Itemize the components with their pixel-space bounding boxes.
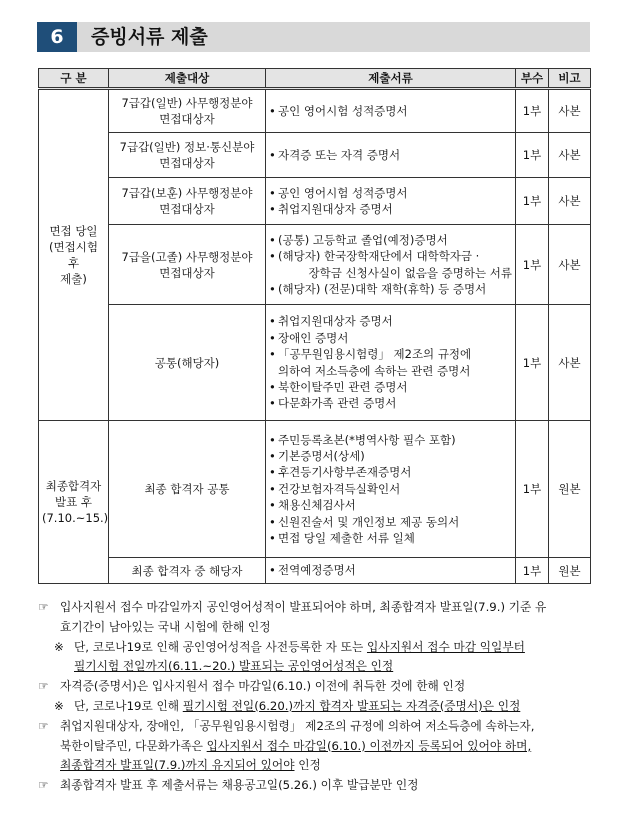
note-text-continued: 효기간이 남아있는 국내 시험에 한해 인정 xyxy=(60,619,271,634)
target-line: 최종 합격자 공통 xyxy=(144,482,230,496)
note-cell: 사본 xyxy=(549,89,591,133)
copies-cell: 1부 xyxy=(516,421,549,558)
target-line: 면접대상자 xyxy=(159,112,215,126)
hand-pointer-icon: ☞ xyxy=(38,600,49,614)
header-target: 제출대상 xyxy=(109,69,266,89)
note-certificate xyxy=(38,677,598,697)
header-copies: 부수 xyxy=(516,69,549,89)
table-row xyxy=(39,558,591,584)
target-line: 7급갑(일반) 정보·통신분야 xyxy=(119,140,255,154)
document-item-continued: 의하여 저소득층에 속하는 관련 증명서 xyxy=(278,363,471,378)
note-text: 자격증(증명서)은 입사지원서 접수 마감일(6.10.) 이전에 취득한 것에 한해 인정 xyxy=(60,679,466,694)
table-row xyxy=(39,225,591,305)
section-title: 증빙서류 제출 xyxy=(91,26,208,48)
hand-pointer-icon: ☞ xyxy=(38,679,49,694)
note-text: 단, 코로나19로 인해 공인영어성적을 사전등록한 자 또는 xyxy=(74,639,367,654)
document-item: • 전역예정증명서 xyxy=(269,562,512,578)
document-item: • 면접 당일 제출한 서류 일체 xyxy=(269,530,512,546)
note-cell: 사본 xyxy=(549,225,591,305)
division-line: (7.10.~15.) xyxy=(42,511,109,525)
division-final xyxy=(39,421,109,584)
note-cell: 원본 xyxy=(549,558,591,584)
table-row xyxy=(39,133,591,178)
note-cell: 사본 xyxy=(549,305,591,421)
header-note: 비고 xyxy=(549,69,591,89)
target-line: 공통(해당자) xyxy=(154,355,220,370)
target-cell xyxy=(109,558,266,584)
document-item: • 취업지원대상자 증명서 xyxy=(269,313,512,329)
target-line: 7급갑(일반) 사무행정분야 xyxy=(121,96,253,110)
note-text-underlined: 최종합격자 발표일(7.9.)까지 유지되어 있어야 xyxy=(60,758,295,773)
hand-pointer-icon: ☞ xyxy=(38,718,49,733)
division-line: (면접시험 후 xyxy=(49,240,98,270)
subnote-english-score xyxy=(38,638,598,658)
table-row xyxy=(39,89,591,133)
division-line: 면접 당일 xyxy=(49,224,98,238)
note-cell: 원본 xyxy=(549,421,591,558)
target-cell xyxy=(109,133,266,178)
document-item: • 신원진술서 및 개인정보 제공 동의서 xyxy=(269,514,512,530)
document-item: • 기본증명서(상세) xyxy=(269,448,512,464)
note-text: 인정 xyxy=(294,758,321,773)
copies-cell: 1부 xyxy=(516,178,549,225)
table-header-row xyxy=(39,69,591,89)
note-issue-date xyxy=(38,776,598,796)
target-line: 면접대상자 xyxy=(159,156,215,170)
document-item: • 다문화가족 관련 증명서 xyxy=(269,395,512,411)
documents-cell xyxy=(266,225,516,305)
note-cell: 사본 xyxy=(549,133,591,178)
note-text-underlined: 입사지원서 접수 마감 익일부터 xyxy=(366,639,525,654)
division-line: 최종합격자 xyxy=(45,479,102,493)
documents-cell xyxy=(266,421,516,558)
notes-section xyxy=(38,598,598,796)
note-text: 단, 코로나19로 인해 xyxy=(74,698,183,713)
table-row xyxy=(39,305,591,421)
document-item: • 장애인 증명서 xyxy=(269,330,512,346)
target-line: 7급을(고졸) 사무행정분야 xyxy=(121,249,253,264)
target-cell xyxy=(109,225,266,305)
copies-cell: 1부 xyxy=(516,225,549,305)
reference-mark-icon: ※ xyxy=(54,698,64,713)
note-english-score xyxy=(38,598,598,618)
note-text: 입사지원서 접수 마감일까지 공인영어성적이 발표되어야 하며, 최종합격자 발표일(7.9.) 기준 유 xyxy=(60,600,547,614)
note-text: 최종합격자 발표 후 제출서류는 채용공고일(5.26.) 이후 발급분만 인정 xyxy=(60,778,419,793)
header-division: 구 분 xyxy=(39,69,109,89)
document-item: • 북한이탈주민 관련 증명서 xyxy=(269,379,512,395)
note-eligibility xyxy=(38,717,598,737)
reference-mark-icon: ※ xyxy=(54,639,64,654)
documents-cell xyxy=(266,133,516,178)
header-documents: 제출서류 xyxy=(266,69,516,89)
section-header xyxy=(37,22,590,52)
division-line: 발표 후 xyxy=(55,495,92,509)
documents-table xyxy=(38,68,591,584)
target-line: 최종 합격자 중 해당자 xyxy=(131,563,243,578)
note-text-underlined: 필기시험 전일(6.20.)까지 합격자 발표되는 자격증(증명서)은 인정 xyxy=(182,698,521,713)
document-item: • 주민등록초본(*병역사항 필수 포함) xyxy=(269,432,512,448)
subnote-certificate xyxy=(38,697,598,717)
target-line: 면접대상자 xyxy=(159,202,215,216)
document-item-continued: 장학금 신청사실이 없음을 증명하는 서류 xyxy=(308,265,512,280)
document-item: • (공통) 고등학교 졸업(예정)증명서 xyxy=(269,232,512,248)
target-cell xyxy=(109,89,266,133)
document-item: • 건강보험자격득실확인서 xyxy=(269,481,512,497)
target-cell xyxy=(109,178,266,225)
section-number: 6 xyxy=(37,22,77,52)
note-text: 취업지원대상자, 장애인, 「공무원임용시험령」 제2조의 규정에 의하여 저소득층에 속하는자, xyxy=(60,718,535,733)
note-text: 북한이탈주민, 다문화가족은 xyxy=(60,738,207,753)
document-item: • (해당자) (전문)대학 재학(휴학) 등 증명서 xyxy=(269,281,512,297)
copies-cell: 1부 xyxy=(516,133,549,178)
documents-cell xyxy=(266,89,516,133)
document-item: • 후견등기사항부존재증명서 xyxy=(269,464,512,480)
table-row xyxy=(39,421,591,558)
copies-cell: 1부 xyxy=(516,305,549,421)
documents-cell xyxy=(266,558,516,584)
document-item: • 공인 영어시험 성적증명서 xyxy=(269,103,512,119)
note-cell: 사본 xyxy=(549,178,591,225)
division-line: 제출) xyxy=(60,272,87,286)
target-line: 면접대상자 xyxy=(159,265,215,280)
documents-cell xyxy=(266,305,516,421)
hand-pointer-icon: ☞ xyxy=(38,778,49,793)
division-interview xyxy=(39,89,109,421)
copies-cell: 1부 xyxy=(516,558,549,584)
document-item: • (해당자) 한국장학재단에서 대학학자금 · xyxy=(269,248,512,264)
document-item: • 「공무원임용시험령」 제2조의 규정에 xyxy=(269,346,512,362)
copies-cell: 1부 xyxy=(516,89,549,133)
document-item: • 취업지원대상자 증명서 xyxy=(269,201,512,217)
target-line: 7급갑(보훈) 사무행정분야 xyxy=(121,186,253,200)
target-cell xyxy=(109,421,266,558)
table-row xyxy=(39,178,591,225)
documents-cell xyxy=(266,178,516,225)
note-text-underlined: 입사지원서 접수 마감일(6.10.) 이전까지 등록되어 있어야 하며, xyxy=(206,738,532,753)
target-cell xyxy=(109,305,266,421)
document-item: • 공인 영어시험 성적증명서 xyxy=(269,185,512,201)
document-item: • 채용신체검사서 xyxy=(269,497,512,513)
note-text-underlined: 필기시험 전일까지(6.11.~20.) 발표되는 공인영어성적은 인정 xyxy=(74,659,394,674)
document-item: • 자격증 또는 자격 증명서 xyxy=(269,147,512,163)
